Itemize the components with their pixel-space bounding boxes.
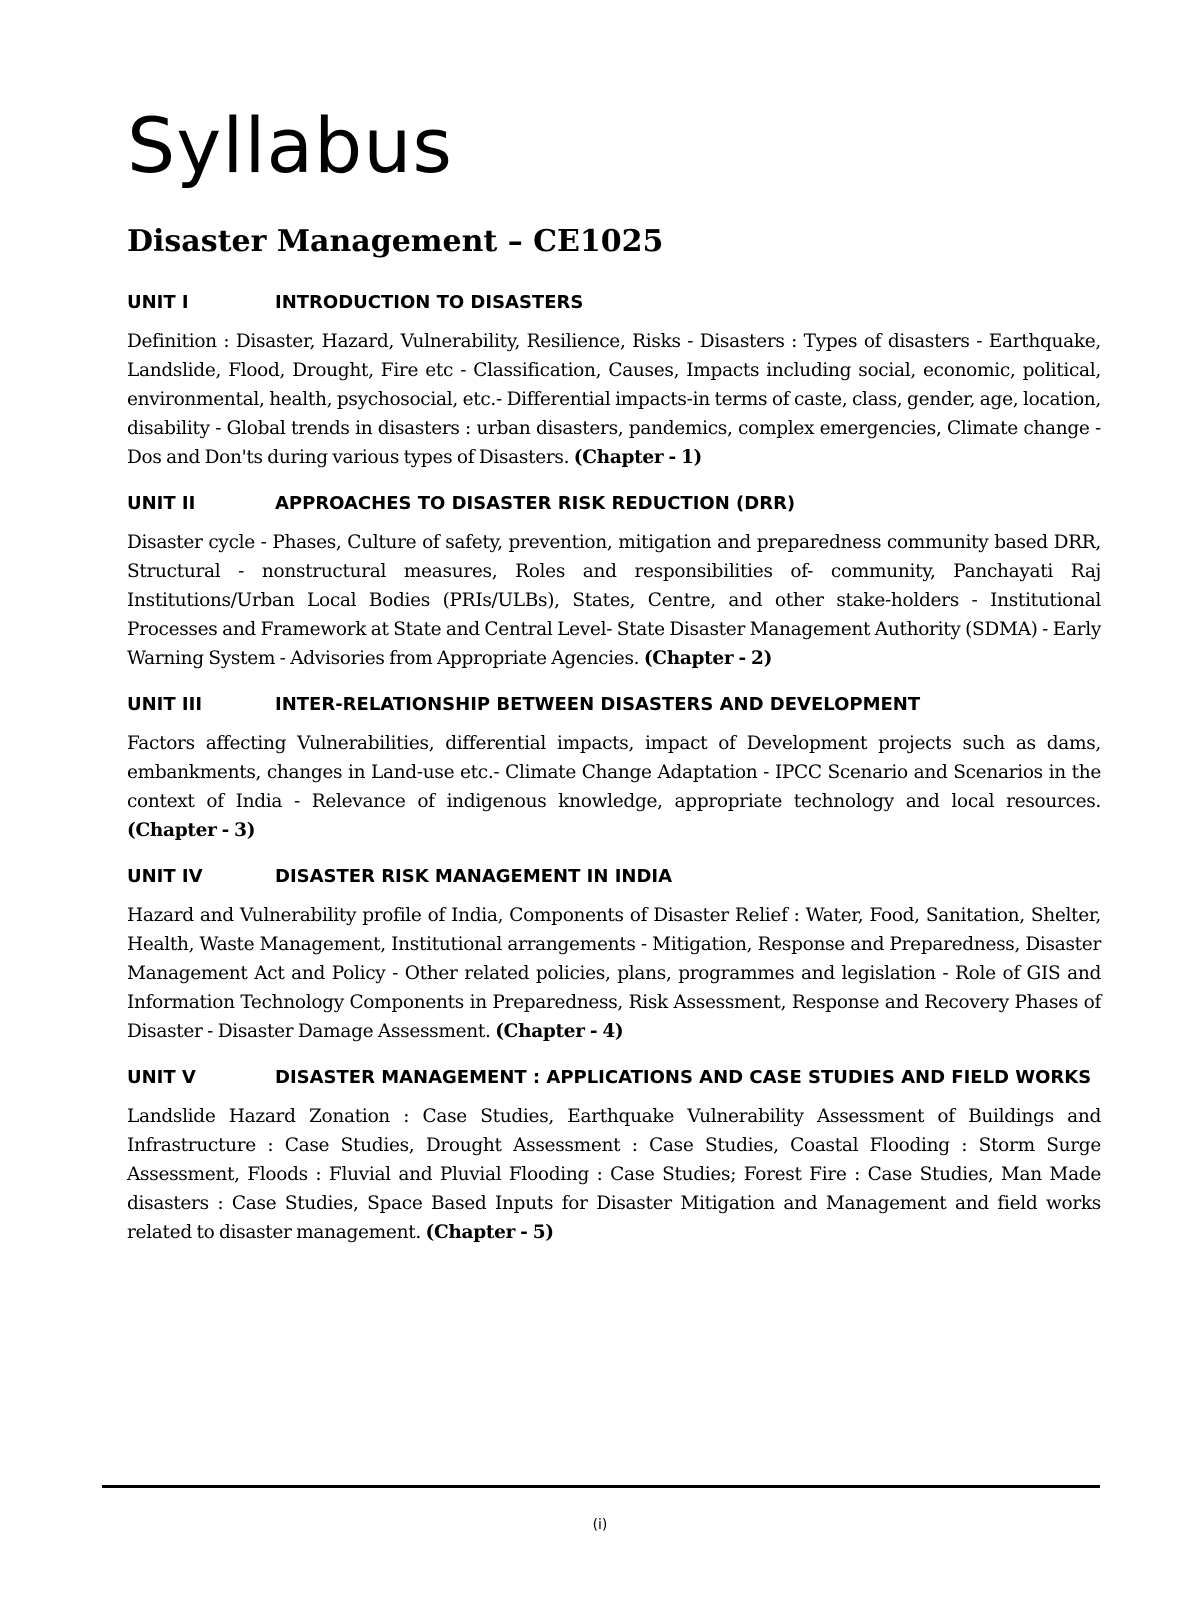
syllabus-page bbox=[127, 0, 1101, 1607]
unit-description bbox=[127, 1102, 1101, 1247]
unit-5 bbox=[127, 1064, 1101, 1247]
unit-body-text: Definition : Disaster, Hazard, Vulnerability, Resilience, Risks - Disasters : Types of disasters - Earthquake, Landslide, Flood, Drought, Fire etc - Classification, Causes, Impacts including social, economic, political, environmental, health, psychosocial, etc.- Differential impacts-in terms of caste, class, gender, age, location, disability - Global trends in disasters : urban disasters, pandemics, complex emergencies, Climate change - Dos and Don'ts during various types of Disasters. bbox=[127, 331, 1101, 468]
unit-heading bbox=[127, 289, 1101, 316]
unit-body-text: Factors affecting Vulnerabilities, differential impacts, impact of Development projects such as dams, embankments, changes in Land-use etc.- Climate Change Adaptation - IPCC Scenario and Scenarios in the context of India - Relevance of indigenous knowledge, appropriate technology and local resources. bbox=[127, 733, 1101, 812]
unit-description bbox=[127, 528, 1101, 673]
unit-description bbox=[127, 901, 1101, 1046]
unit-label: UNIT V bbox=[127, 1067, 196, 1088]
page-title: Syllabus bbox=[127, 101, 454, 190]
unit-title: INTER-RELATIONSHIP BETWEEN DISASTERS AND DEVELOPMENT bbox=[275, 694, 921, 715]
unit-body-text: Disaster cycle - Phases, Culture of safety, prevention, mitigation and preparedness community based DRR, Structural - nonstructural measures, Roles and responsibilities of- community, Panchayati Raj Institutions/Urban Local Bodies (PRIs/ULBs), States, Centre, and other stake-holders - Institutional Processes and Framework at State and Central Level- State Disaster Management Authority (SDMA) - Early Warning System - Advisories from Appropriate Agencies. bbox=[127, 532, 1101, 669]
unit-heading bbox=[127, 1064, 1101, 1091]
course-title: Disaster Management – CE1025 bbox=[127, 224, 664, 259]
unit-1 bbox=[127, 289, 1101, 472]
unit-title: APPROACHES TO DISASTER RISK REDUCTION (DRR) bbox=[275, 493, 796, 514]
unit-label: UNIT IV bbox=[127, 866, 203, 887]
unit-heading bbox=[127, 691, 1101, 718]
page-number: (i) bbox=[592, 1517, 608, 1533]
chapter-reference: (Chapter - 2) bbox=[643, 648, 773, 669]
unit-heading bbox=[127, 490, 1101, 517]
chapter-reference: (Chapter - 5) bbox=[425, 1222, 554, 1243]
unit-label: UNIT II bbox=[127, 493, 196, 514]
footer-divider bbox=[102, 1485, 1100, 1488]
chapter-reference: (Chapter - 4) bbox=[495, 1021, 624, 1042]
unit-2 bbox=[127, 490, 1101, 673]
unit-description bbox=[127, 729, 1101, 845]
unit-title: INTRODUCTION TO DISASTERS bbox=[275, 292, 584, 313]
unit-4 bbox=[127, 863, 1101, 1046]
units-list bbox=[127, 289, 1101, 1265]
chapter-reference: (Chapter - 3) bbox=[127, 820, 256, 841]
unit-title: DISASTER MANAGEMENT : APPLICATIONS AND CASE STUDIES AND FIELD WORKS bbox=[275, 1067, 1092, 1088]
unit-label: UNIT III bbox=[127, 694, 203, 715]
unit-body-text: Hazard and Vulnerability profile of India, Components of Disaster Relief : Water, Food, Sanitation, Shelter, Health, Waste Management, Institutional arrangements - Mitigation, Response and Preparedness, Disaster Management Act and Policy - Other related policies, plans, programmes and legislation - Role of GIS and Information Technology Components in Preparedness, Risk Assessment, Response and Recovery Phases of Disaster - Disaster Damage Assessment. bbox=[127, 905, 1101, 1042]
unit-description bbox=[127, 327, 1101, 472]
unit-title: DISASTER RISK MANAGEMENT IN INDIA bbox=[275, 866, 673, 887]
unit-body-text: Landslide Hazard Zonation : Case Studies, Earthquake Vulnerability Assessment of Buildings and Infrastructure : Case Studies, Drought Assessment : Case Studies, Coastal Flooding : Storm Surge Assessment, Floods : Fluvial and Pluvial Flooding : Case Studies; Forest Fire : Case Studies, Man Made disasters : Case Studies, Space Based Inputs for Disaster Mitigation and Management and field works related to disaster management. bbox=[127, 1106, 1101, 1243]
unit-3 bbox=[127, 691, 1101, 845]
unit-heading bbox=[127, 863, 1101, 890]
chapter-reference: (Chapter - 1) bbox=[573, 447, 702, 468]
unit-label: UNIT I bbox=[127, 292, 189, 313]
